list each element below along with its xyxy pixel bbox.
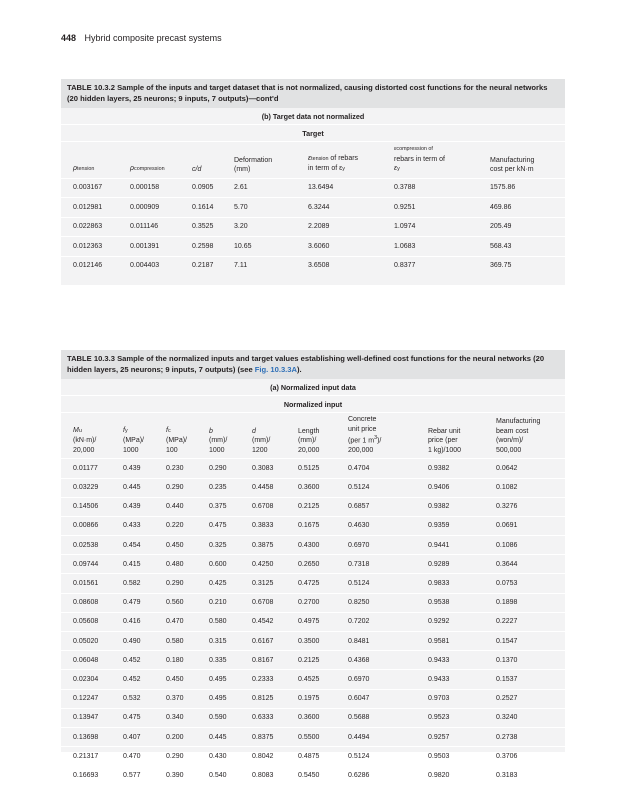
table-cell: 0.13698	[61, 727, 111, 746]
table-cell: 0.407	[111, 727, 154, 746]
table-cell: 0.16693	[61, 766, 111, 785]
table-cell: 0.290	[154, 747, 197, 766]
table-caption: TABLE 10.3.3 Sample of the normalized inputs and target values establishing well-defined cost functions for the neural networks (20 hidden layers, 25 neurons; 9 inputs, 7 outputs) (see Fig. 10.3.3A).	[61, 350, 565, 379]
table-cell: 0.2527	[484, 689, 565, 708]
table-cell: 0.9523	[416, 708, 484, 727]
table-cell: 0.3644	[484, 555, 565, 574]
table-cell: 0.440	[154, 497, 197, 516]
table-cell: 0.4704	[336, 459, 416, 478]
table-cell: 0.416	[111, 612, 154, 631]
table-cell: 0.8083	[240, 766, 286, 785]
table-row	[61, 632, 565, 651]
table-cell: 0.210	[197, 593, 240, 612]
table-cell: 0.9538	[416, 593, 484, 612]
table-cell: 0.415	[111, 555, 154, 574]
table-cell: 0.00866	[61, 516, 111, 535]
col-header-deformation: Deformation (mm)	[222, 142, 296, 178]
table-cell: 0.9289	[416, 555, 484, 574]
table-cell: 0.1082	[484, 478, 565, 497]
table-cell: 0.5124	[336, 478, 416, 497]
table-row	[61, 217, 565, 237]
table-row	[61, 178, 565, 198]
table-row	[61, 727, 565, 746]
table-cell: 0.0642	[484, 459, 565, 478]
table-cell: 0.000158	[118, 178, 180, 198]
table-cell: 0.1370	[484, 651, 565, 670]
table-cell: 469.86	[478, 198, 565, 218]
table-cell: 1.0683	[382, 237, 478, 257]
table-cell: 0.450	[154, 670, 197, 689]
table-cell: 0.6286	[336, 766, 416, 785]
table-row	[61, 651, 565, 670]
table-cell: 0.2333	[240, 670, 286, 689]
table-cell: 0.8167	[240, 651, 286, 670]
table-row	[61, 497, 565, 516]
table-cell: 0.4875	[286, 747, 336, 766]
table-cell: 0.4725	[286, 574, 336, 593]
table-cell: 0.480	[154, 555, 197, 574]
col-header-b: b (mm)/ 1000	[197, 413, 240, 459]
table-cell: 568.43	[478, 237, 565, 257]
col-header-rho-compression: ρcompression	[118, 142, 180, 178]
header-row	[61, 142, 565, 178]
table-cell: 0.335	[197, 651, 240, 670]
col-header-strain-compression: εcompression of rebars in term of εy	[382, 142, 478, 178]
table-row	[61, 747, 565, 766]
table-cell: 0.012146	[61, 256, 118, 275]
table-cell: 0.12247	[61, 689, 111, 708]
table-cell: 0.230	[154, 459, 197, 478]
table-cell: 0.180	[154, 651, 197, 670]
col-header-rho-tension: ρtension	[61, 142, 118, 178]
table-cell: 2.61	[222, 178, 296, 198]
table-cell: 0.1975	[286, 689, 336, 708]
table-cell: 0.6857	[336, 497, 416, 516]
table-cell: 0.9382	[416, 459, 484, 478]
table-cell: 0.8125	[240, 689, 286, 708]
table-cell: 0.5124	[336, 747, 416, 766]
table-cell: 0.2125	[286, 651, 336, 670]
table-cell: 0.001391	[118, 237, 180, 257]
table-cell: 0.2227	[484, 612, 565, 631]
table-cell: 0.433	[111, 516, 154, 535]
table-cell: 0.590	[197, 708, 240, 727]
table-cell: 0.9251	[382, 198, 478, 218]
table-cell: 0.4300	[286, 536, 336, 555]
table-cell: 0.01177	[61, 459, 111, 478]
table-cell: 5.70	[222, 198, 296, 218]
table-cell: 0.1675	[286, 516, 336, 535]
table-cell: 0.1086	[484, 536, 565, 555]
table-cell: 0.0753	[484, 574, 565, 593]
running-head-title: Hybrid composite precast systems	[84, 33, 222, 43]
table-row	[61, 670, 565, 689]
data-table	[61, 413, 565, 785]
table-cell: 0.7318	[336, 555, 416, 574]
table-cell: 0.012363	[61, 237, 118, 257]
col-header-concrete-unit-price: Concrete unit price (per 1 $m^3)/$ 200,000	[336, 413, 416, 459]
table-cell: 0.9581	[416, 632, 484, 651]
col-header-fc: fc (MPa)/ 100	[154, 413, 197, 459]
table-cell: 0.9292	[416, 612, 484, 631]
table-cell: 0.08608	[61, 593, 111, 612]
table-cell: 0.9703	[416, 689, 484, 708]
table-cell: 0.4494	[336, 727, 416, 746]
table-cell: 0.0905	[180, 178, 222, 198]
table-cell: 0.577	[111, 766, 154, 785]
table-cell: 0.370	[154, 689, 197, 708]
table-cell: 0.470	[154, 612, 197, 631]
table-cell: 0.05020	[61, 632, 111, 651]
table-cell: 0.580	[197, 612, 240, 631]
table-cell: 0.9433	[416, 651, 484, 670]
col-header-d: d (mm)/ 1200	[240, 413, 286, 459]
table-cell: 0.5500	[286, 727, 336, 746]
table-cell: 0.3788	[382, 178, 478, 198]
table-cell: 0.452	[111, 670, 154, 689]
table-cell: 0.3706	[484, 747, 565, 766]
table-cell: 3.6508	[296, 256, 382, 275]
table-cell: 0.490	[111, 632, 154, 651]
table-cell: 0.21317	[61, 747, 111, 766]
table-cell: 0.8375	[240, 727, 286, 746]
table-subheading: (a) Normalized input data	[61, 379, 565, 396]
table-cell: 0.290	[154, 478, 197, 497]
table-cell: 0.6047	[336, 689, 416, 708]
table-cell: 10.65	[222, 237, 296, 257]
table-cell: 0.450	[154, 536, 197, 555]
table-cell: 0.4975	[286, 612, 336, 631]
col-header-manufacturing-beam-cost: Manufacturing beam cost (won/m)/ 500,000	[484, 413, 565, 459]
table-cell: 0.1614	[180, 198, 222, 218]
table-cell: 0.4458	[240, 478, 286, 497]
table-cell: 0.3600	[286, 478, 336, 497]
table-row	[61, 237, 565, 257]
table-cell: 0.8250	[336, 593, 416, 612]
table-cell: 6.3244	[296, 198, 382, 218]
table-cell: 0.3083	[240, 459, 286, 478]
table-cell: 0.4630	[336, 516, 416, 535]
table-cell: 0.325	[197, 536, 240, 555]
table-cell: 0.2738	[484, 727, 565, 746]
table-row	[61, 612, 565, 631]
table-cell: 0.5688	[336, 708, 416, 727]
col-header-manufacturing-cost: Manufacturing cost per kN·m	[478, 142, 565, 178]
table-cell: 369.75	[478, 256, 565, 275]
table-cell: 0.475	[111, 708, 154, 727]
table-cell: 0.3240	[484, 708, 565, 727]
table-cell: 3.20	[222, 217, 296, 237]
table-cell: 0.439	[111, 497, 154, 516]
table-cell: 0.6708	[240, 593, 286, 612]
table-cell: 0.9503	[416, 747, 484, 766]
table-cell: 0.06048	[61, 651, 111, 670]
table-cell: 0.1547	[484, 632, 565, 651]
table-cell: 0.454	[111, 536, 154, 555]
table-cell: 0.445	[111, 478, 154, 497]
table-row	[61, 708, 565, 727]
table-cell: 0.479	[111, 593, 154, 612]
table-cell: 0.4525	[286, 670, 336, 689]
table-cell: 0.9359	[416, 516, 484, 535]
table-subheading: (b) Target data not normalized	[61, 108, 565, 125]
table-cell: 0.01561	[61, 574, 111, 593]
table-cell: 0.3600	[286, 708, 336, 727]
table-cell: 0.6970	[336, 670, 416, 689]
table-cell: 0.9833	[416, 574, 484, 593]
table-cell: 0.05608	[61, 612, 111, 631]
table-row	[61, 593, 565, 612]
table-cell: 0.560	[154, 593, 197, 612]
table-cell: 0.6167	[240, 632, 286, 651]
table-cell: 0.470	[111, 747, 154, 766]
table-cell: 0.9441	[416, 536, 484, 555]
table-cell: 0.8042	[240, 747, 286, 766]
table-cell: 0.9433	[416, 670, 484, 689]
table-cell: 0.012981	[61, 198, 118, 218]
col-header-fy: fy (MPa)/ 1000	[111, 413, 154, 459]
table-cell: 0.9820	[416, 766, 484, 785]
table-cell: 0.475	[197, 516, 240, 535]
table-row	[61, 516, 565, 535]
table-cell: 0.290	[154, 574, 197, 593]
table-cell: 0.1537	[484, 670, 565, 689]
table-cell: 0.09744	[61, 555, 111, 574]
table-cell: 0.2125	[286, 497, 336, 516]
table-cell: 0.9382	[416, 497, 484, 516]
table-cell: 0.6333	[240, 708, 286, 727]
table-group-heading: Normalized input	[61, 396, 565, 413]
table-cell: 0.390	[154, 766, 197, 785]
table-cell: 0.3125	[240, 574, 286, 593]
table-cell: 7.11	[222, 256, 296, 275]
table-cell: 0.13947	[61, 708, 111, 727]
table-cell: 0.7202	[336, 612, 416, 631]
header-row	[61, 413, 565, 459]
table-cell: 0.02304	[61, 670, 111, 689]
table-cell: 0.8377	[382, 256, 478, 275]
table-cell: 0.2598	[180, 237, 222, 257]
table-cell: 0.532	[111, 689, 154, 708]
table-row	[61, 536, 565, 555]
table-cell: 0.3183	[484, 766, 565, 785]
table-cell: 0.540	[197, 766, 240, 785]
table-row	[61, 689, 565, 708]
table-cell: 0.8481	[336, 632, 416, 651]
running-head	[61, 33, 222, 43]
col-header-rebar-unit-price: Rebar unit price (per 1 kg)/1000	[416, 413, 484, 459]
table-cell: 0.235	[197, 478, 240, 497]
table-caption: TABLE 10.3.2 Sample of the inputs and target dataset that is not normalized, causing distorted cost functions for the neural networks (20 hidden layers, 25 neurons; 9 inputs, 7 outputs)—cont'd	[61, 79, 565, 108]
table-row	[61, 459, 565, 478]
table-cell: 0.3525	[180, 217, 222, 237]
table-cell: 0.000909	[118, 198, 180, 218]
table-row	[61, 256, 565, 275]
table-cell: 0.425	[197, 574, 240, 593]
table-cell: 0.022863	[61, 217, 118, 237]
table-cell: 0.0691	[484, 516, 565, 535]
table-row	[61, 574, 565, 593]
col-header-strain-tension: εtension of rebars in term of εy	[296, 142, 382, 178]
table-cell: 0.430	[197, 747, 240, 766]
table-cell: 0.14506	[61, 497, 111, 516]
table-cell: 0.340	[154, 708, 197, 727]
col-header-mu: Mu (kN·m)/ 20,000	[61, 413, 111, 459]
table-cell: 0.600	[197, 555, 240, 574]
table-cell: 0.495	[197, 689, 240, 708]
table-cell: 0.5450	[286, 766, 336, 785]
figure-link[interactable]: Fig. 10.3.3A	[254, 364, 297, 374]
table-cell: 0.4250	[240, 555, 286, 574]
table-cell: 0.1898	[484, 593, 565, 612]
table-cell: 0.003167	[61, 178, 118, 198]
table-row	[61, 555, 565, 574]
table-cell: 0.452	[111, 651, 154, 670]
table-cell: 0.5125	[286, 459, 336, 478]
data-table	[61, 142, 565, 275]
table-group-heading: Target	[61, 125, 565, 142]
col-header-length: Length (mm)/ 20,000	[286, 413, 336, 459]
table-cell: 1.0974	[382, 217, 478, 237]
table-cell: 2.2089	[296, 217, 382, 237]
table-cell: 205.49	[478, 217, 565, 237]
page-number: 448	[61, 33, 77, 43]
table-cell: 0.03229	[61, 478, 111, 497]
table-cell: 0.220	[154, 516, 197, 535]
table-cell: 0.2650	[286, 555, 336, 574]
table-cell: 13.6494	[296, 178, 382, 198]
table-cell: 0.3276	[484, 497, 565, 516]
table-cell: 0.495	[197, 670, 240, 689]
table-cell: 0.375	[197, 497, 240, 516]
table-cell: 0.6708	[240, 497, 286, 516]
table-10-3-3	[61, 350, 565, 779]
table-cell: 0.445	[197, 727, 240, 746]
table-cell: 0.4542	[240, 612, 286, 631]
table-cell: 0.004403	[118, 256, 180, 275]
table-row	[61, 198, 565, 218]
table-cell: 1575.86	[478, 178, 565, 198]
table-cell: 0.6970	[336, 536, 416, 555]
table-cell: 0.200	[154, 727, 197, 746]
table-row	[61, 766, 565, 785]
table-cell: 0.4368	[336, 651, 416, 670]
table-cell: 0.582	[111, 574, 154, 593]
table-cell: 0.2187	[180, 256, 222, 275]
table-row	[61, 478, 565, 497]
table-cell: 0.3500	[286, 632, 336, 651]
table-cell: 0.3875	[240, 536, 286, 555]
col-header-c-d: c/d	[180, 142, 222, 178]
table-cell: 0.02538	[61, 536, 111, 555]
table-cell: 3.6060	[296, 237, 382, 257]
table-cell: 0.9257	[416, 727, 484, 746]
table-cell: 0.5124	[336, 574, 416, 593]
table-cell: 0.9406	[416, 478, 484, 497]
table-cell: 0.580	[154, 632, 197, 651]
table-cell: 0.3833	[240, 516, 286, 535]
table-10-3-2	[61, 79, 565, 285]
table-cell: 0.290	[197, 459, 240, 478]
table-cell: 0.011146	[118, 217, 180, 237]
table-cell: 0.2700	[286, 593, 336, 612]
table-cell: 0.439	[111, 459, 154, 478]
table-cell: 0.315	[197, 632, 240, 651]
